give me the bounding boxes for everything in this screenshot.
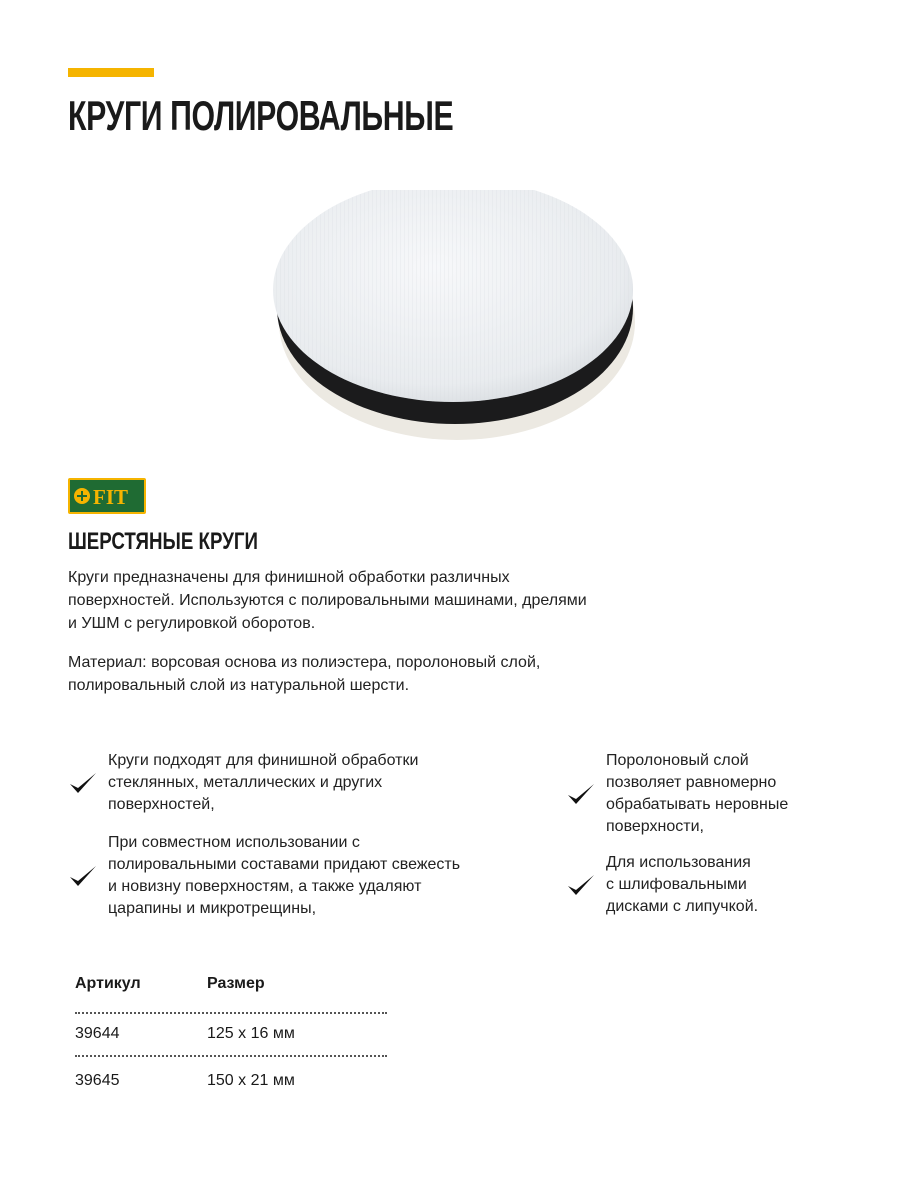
column-header-size: Размер: [207, 975, 265, 992]
check-icon: [564, 777, 598, 811]
svg-text:FIT: FIT: [93, 485, 129, 509]
material-line: Материал: ворсовая основа из полиэстера, поролоновый слой,: [68, 654, 541, 671]
feature-text: Для использования с шлифовальными дисками с липучкой.: [606, 854, 759, 915]
page-title: КРУГИ ПОЛИРОВАЛЬНЫЕ: [68, 92, 454, 139]
spec-table: [75, 972, 387, 1093]
feature-item: [66, 750, 486, 816]
dotted-divider: [75, 1055, 387, 1057]
check-icon: [564, 868, 598, 902]
spec-table-header: [75, 972, 387, 996]
column-header-article: Артикул: [75, 975, 141, 992]
feature-text: При совместном использовании с полировальными составами придают свежесть и новизну поверхностям, а также удаляют царапины и микротрещины,: [108, 834, 461, 917]
description-paragraph: [68, 566, 628, 635]
title-accent-bar: [68, 68, 154, 77]
description-line: Круги предназначены для финишной обработки различных: [68, 569, 510, 586]
feature-item: [564, 852, 824, 918]
table-row: [75, 1022, 387, 1046]
product-image-polishing-pad: [268, 190, 648, 460]
check-icon: [66, 859, 100, 893]
section-title: ШЕРСТЯНЫЕ КРУГИ: [68, 528, 258, 555]
feature-text: Поролоновый слой позволяет равномерно обрабатывать неровные поверхности,: [606, 752, 789, 835]
feature-text: Круги подходят для финишной обработки стеклянных, металлических и других поверхностей,: [108, 752, 419, 813]
material-line: полировальный слой из натуральной шерсти.: [68, 677, 410, 694]
feature-item: [564, 750, 824, 838]
dotted-divider: [75, 1012, 387, 1014]
article-cell: 39645: [75, 1072, 120, 1089]
description-line: и УШМ с регулировкой оборотов.: [68, 615, 316, 632]
article-cell: 39644: [75, 1025, 120, 1042]
material-paragraph: [68, 651, 628, 697]
fit-brand-logo: [68, 478, 146, 514]
feature-item: [66, 832, 496, 920]
table-row: [75, 1069, 387, 1093]
size-cell: 125 х 16 мм: [207, 1025, 295, 1042]
description-line: поверхностей. Используются с полировальными машинами, дрелями: [68, 592, 587, 609]
size-cell: 150 х 21 мм: [207, 1072, 295, 1089]
check-icon: [66, 766, 100, 800]
